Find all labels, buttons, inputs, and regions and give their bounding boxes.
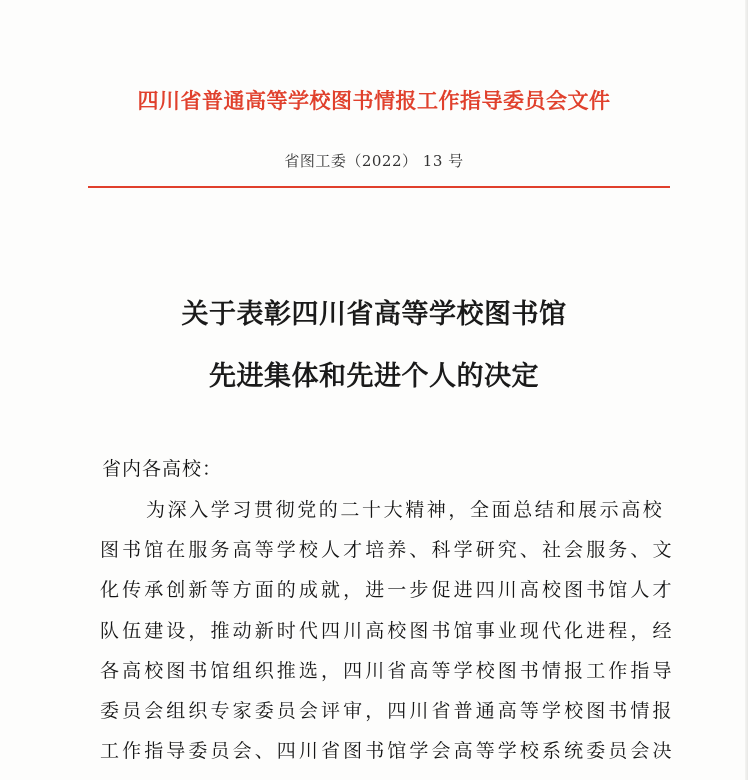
red-divider-line — [88, 186, 670, 188]
body-paragraph-line: 委员会组织专家委员会评审，四川省普通高等学校图书情报 — [100, 700, 675, 722]
document-number: 省图工委（2022） 13 号 — [284, 152, 464, 170]
document-title-line-1: 关于表彰四川省高等学校图书馆 — [181, 299, 567, 330]
salutation: 省内各高校： — [102, 458, 223, 480]
body-paragraph-line: 工作指导委员会、四川省图书馆学会高等学校系统委员会决 — [100, 740, 675, 762]
body-paragraph-line: 图书馆在服务高等学校人才培养、科学研究、社会服务、文 — [100, 539, 675, 561]
body-paragraph-line: 队伍建设，推动新时代四川高校图书馆事业现代化进程，经 — [100, 620, 675, 642]
body-paragraph-line: 为深入学习贯彻党的二十大精神，全面总结和展示高校 — [146, 499, 665, 521]
issuing-organization-header: 四川省普通高等学校图书情报工作指导委员会文件 — [137, 89, 611, 113]
document-title-line-2: 先进集体和先进个人的决定 — [209, 361, 539, 392]
body-paragraph-line: 各高校图书馆组织推选，四川省高等学校图书情报工作指导 — [100, 660, 675, 682]
body-paragraph-line: 化传承创新等方面的成就，进一步促进四川高校图书馆人才 — [100, 579, 675, 601]
